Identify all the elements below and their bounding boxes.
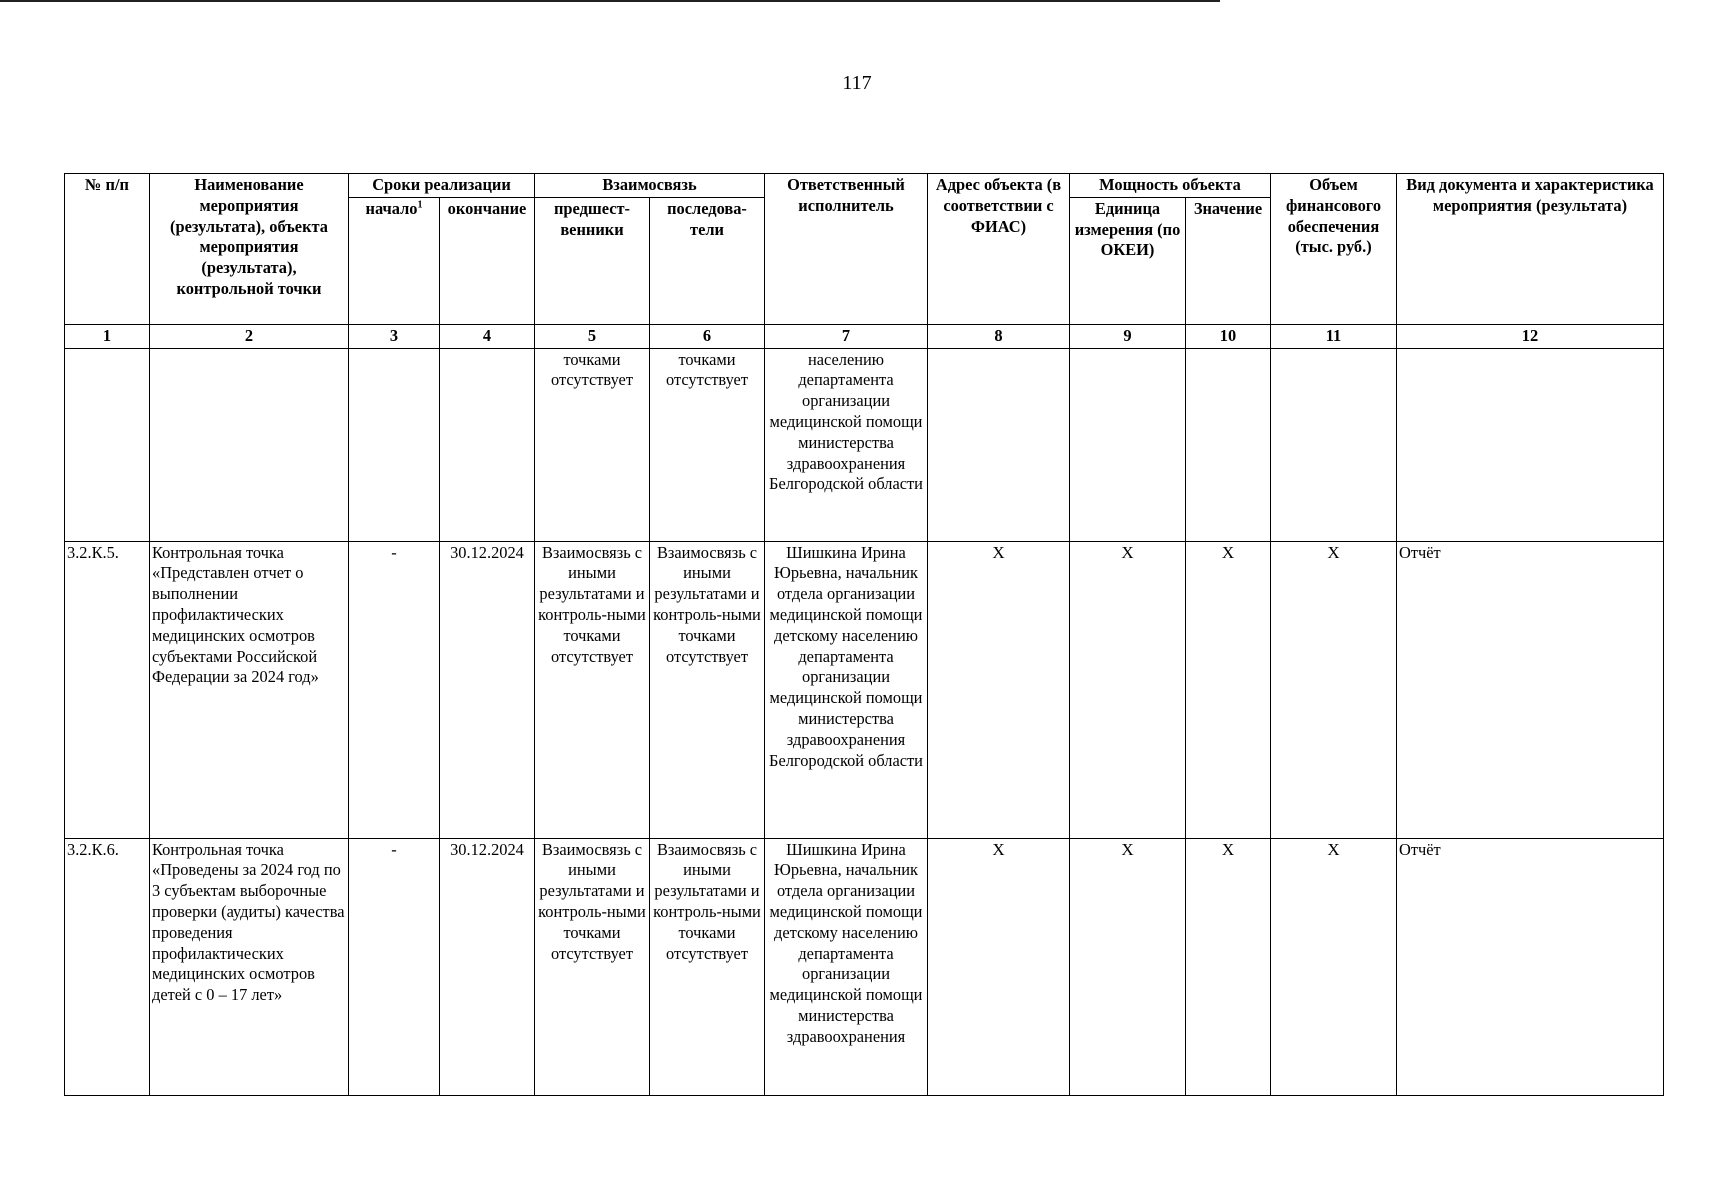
col-number: 1 — [65, 324, 150, 348]
cell-successors: Взаимосвязь с иными результатами и контроль-ными точками отсутствует — [650, 541, 765, 838]
cell-finance: X — [1271, 541, 1397, 838]
cell-name — [150, 348, 349, 541]
header-link: Взаимосвязь — [535, 174, 765, 198]
cell-value: X — [1186, 541, 1271, 838]
cell-address: X — [928, 541, 1070, 838]
footnote-marker: 1 — [417, 199, 423, 211]
cell-num: 3.2.К.5. — [65, 541, 150, 838]
cell-num — [65, 348, 150, 541]
col-number: 4 — [440, 324, 535, 348]
cell-finance — [1271, 348, 1397, 541]
cell-successors: точками отсутствует — [650, 348, 765, 541]
cell-start: - — [349, 838, 440, 1095]
page-number: 117 — [842, 72, 872, 94]
col-number: 5 — [535, 324, 650, 348]
header-predecessors: предшест-венники — [535, 197, 650, 324]
header-address: Адрес объекта (в соответствии с ФИАС) — [928, 174, 1070, 325]
header-row-1 — [65, 174, 1664, 198]
cell-successors: Взаимосвязь с иными результатами и контроль-ными точками отсутствует — [650, 838, 765, 1095]
cell-responsible: Шишкина Ирина Юрьевна, начальник отдела организации медицинской помощи детскому населению департамента организации медицинской помощи министерства здравоохранения Белгородской области — [765, 541, 928, 838]
col-number: 12 — [1397, 324, 1664, 348]
header-terms: Сроки реализации — [349, 174, 535, 198]
cell-doc: Отчёт — [1397, 541, 1664, 838]
col-number: 7 — [765, 324, 928, 348]
cell-end: 30.12.2024 — [440, 541, 535, 838]
cell-name: Контрольная точка «Проведены за 2024 год по 3 субъектам выборочные проверки (аудиты) качества проведения профилактических медицинских осмотров детей с 0 – 17 лет» — [150, 838, 349, 1095]
cell-name: Контрольная точка «Представлен отчет о выполнении профилактических медицинских осмотров субъектами Российской Федерации за 2024 год» — [150, 541, 349, 838]
cell-value — [1186, 348, 1271, 541]
cell-address — [928, 348, 1070, 541]
header-num: № п/п — [65, 174, 150, 325]
cell-start: - — [349, 541, 440, 838]
cell-predecessors: Взаимосвязь с иными результатами и контроль-ными точками отсутствует — [535, 541, 650, 838]
cell-responsible: Шишкина Ирина Юрьевна, начальник отдела организации медицинской помощи детскому населению департамента организации медицинской помощи министерства здравоохранения — [765, 838, 928, 1095]
activities-table — [64, 173, 1664, 1096]
header-successors: последова-тели — [650, 197, 765, 324]
table-row — [65, 348, 1664, 541]
header-value: Значение — [1186, 197, 1271, 324]
cell-end: 30.12.2024 — [440, 838, 535, 1095]
table-row — [65, 838, 1664, 1095]
col-number: 9 — [1070, 324, 1186, 348]
column-number-row — [65, 324, 1664, 348]
col-number: 6 — [650, 324, 765, 348]
header-finance: Объем финансового обеспечения (тыс. руб.) — [1271, 174, 1397, 325]
table-row — [65, 541, 1664, 838]
header-name: Наименование мероприятия (результата), объекта мероприятия (результата), контрольной точки — [150, 174, 349, 325]
cell-value: X — [1186, 838, 1271, 1095]
header-unit: Единица измерения (по ОКЕИ) — [1070, 197, 1186, 324]
cell-doc: Отчёт — [1397, 838, 1664, 1095]
col-number: 10 — [1186, 324, 1271, 348]
cell-predecessors: точками отсутствует — [535, 348, 650, 541]
cell-finance: X — [1271, 838, 1397, 1095]
col-number: 8 — [928, 324, 1070, 348]
header-doc: Вид документа и характеристика мероприятия (результата) — [1397, 174, 1664, 325]
cell-unit — [1070, 348, 1186, 541]
top-border-line — [0, 0, 1220, 2]
cell-unit: X — [1070, 541, 1186, 838]
col-number: 3 — [349, 324, 440, 348]
cell-start — [349, 348, 440, 541]
cell-num: 3.2.К.6. — [65, 838, 150, 1095]
header-capacity: Мощность объекта — [1070, 174, 1271, 198]
cell-unit: X — [1070, 838, 1186, 1095]
header-responsible: Ответственный исполнитель — [765, 174, 928, 325]
cell-doc — [1397, 348, 1664, 541]
cell-predecessors: Взаимосвязь с иными результатами и контроль-ными точками отсутствует — [535, 838, 650, 1095]
cell-address: X — [928, 838, 1070, 1095]
header-end: окончание — [440, 197, 535, 324]
header-start: начало$^1$ — [349, 197, 440, 324]
cell-responsible: населению департамента организации медицинской помощи министерства здравоохранения Белгородской области — [765, 348, 928, 541]
col-number: 11 — [1271, 324, 1397, 348]
col-number: 2 — [150, 324, 349, 348]
cell-end — [440, 348, 535, 541]
